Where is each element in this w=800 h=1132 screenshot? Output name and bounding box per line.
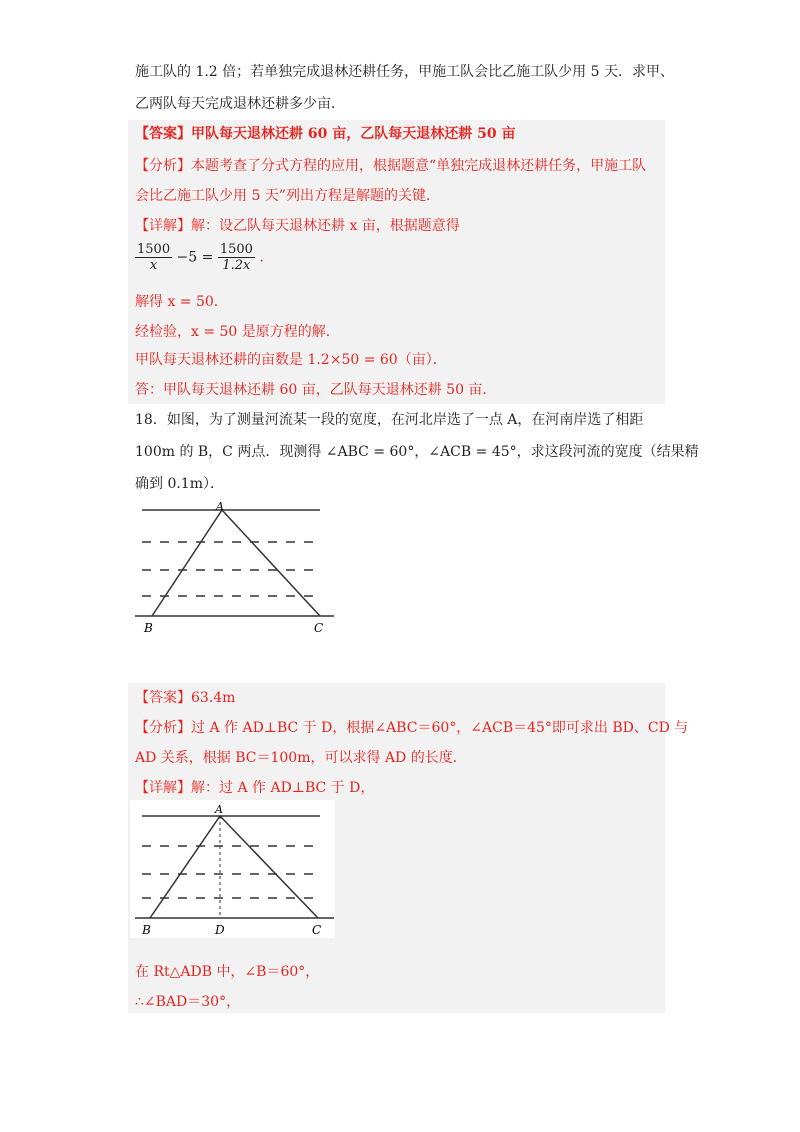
problem18-line3: 确到 0.1m）． — [135, 476, 224, 492]
analysis18-line2: AD 关系，根据 BC＝100m，可以求得 AD 的长度． — [135, 750, 467, 766]
problem17-line2: 乙两队每天完成退林还耕多少亩． — [135, 96, 345, 112]
river-figure — [130, 498, 340, 638]
analysis18-line1: 【分析】过 A 作 AD⊥BC 于 D，根据∠ABC＝60°，∠ACB＝45°即可求出 BD、CD 与 — [135, 720, 689, 736]
analysis17-line2: 会比乙施工队少用 5 天”列出方程是解题的关键． — [135, 188, 440, 204]
equation17: $\frac{1500}{x}$ −5 = $\frac{1500}{1.2x}$ . — [137, 242, 264, 273]
label-D2: D — [215, 923, 225, 937]
final17: 答：甲队每天退林还耕 60 亩，乙队每天退林还耕 50 亩． — [135, 382, 497, 398]
problem17-line1: 施工队的 1.2 倍；若单独完成退林还耕任务，甲施工队会比乙施工队少用 5 天．求甲、 — [135, 64, 674, 80]
angle-bad-line: ∴∠BAD＝30°， — [135, 994, 241, 1010]
rt-triangle-line: 在 Rt△ADB 中，∠B＝60°， — [135, 964, 320, 980]
analysis17-line1: 【分析】本题考查了分式方程的应用，根据题意“单独完成退林还耕任务，甲施工队 — [135, 158, 647, 174]
label-A: A — [216, 500, 224, 513]
check17: 经检验，x = 50 是原方程的解． — [135, 324, 340, 340]
label-C: C — [314, 621, 324, 635]
problem18-line1: 18．如图，为了测量河流某一段的宽度，在河北岸选了一点 A，在河南岸选了相距 — [135, 412, 644, 428]
answer17: 【答案】甲队每天退林还耕 60 亩，乙队每天退林还耕 50 亩 — [135, 126, 516, 142]
label-B2: B — [142, 923, 151, 937]
label-A2: A — [215, 803, 223, 816]
solve17: 解得 x = 50． — [135, 294, 228, 310]
detail18: 【详解】解：过 A 作 AD⊥BC 于 D， — [135, 780, 375, 796]
answer18: 【答案】63.4m — [135, 690, 236, 706]
fraction-right: $\frac{1500}{1.2x}$ — [219, 242, 253, 273]
problem18-line2: 100m 的 B，C 两点．现测得 ∠ABC = 60°，∠ACB = 45°，求这段河流的宽度（结果精 — [135, 444, 699, 460]
label-C2: C — [312, 923, 322, 937]
label-B: B — [144, 621, 153, 635]
fraction-left: $\frac{1500}{x}$ — [137, 242, 171, 273]
river-figure-with-altitude — [130, 800, 335, 938]
jia17: 甲队每天退林还耕的亩数是 1.2×50 = 60（亩）． — [135, 352, 447, 368]
detail17: 【详解】解：设乙队每天退林还耕 x 亩，根据题意得 — [135, 218, 460, 234]
